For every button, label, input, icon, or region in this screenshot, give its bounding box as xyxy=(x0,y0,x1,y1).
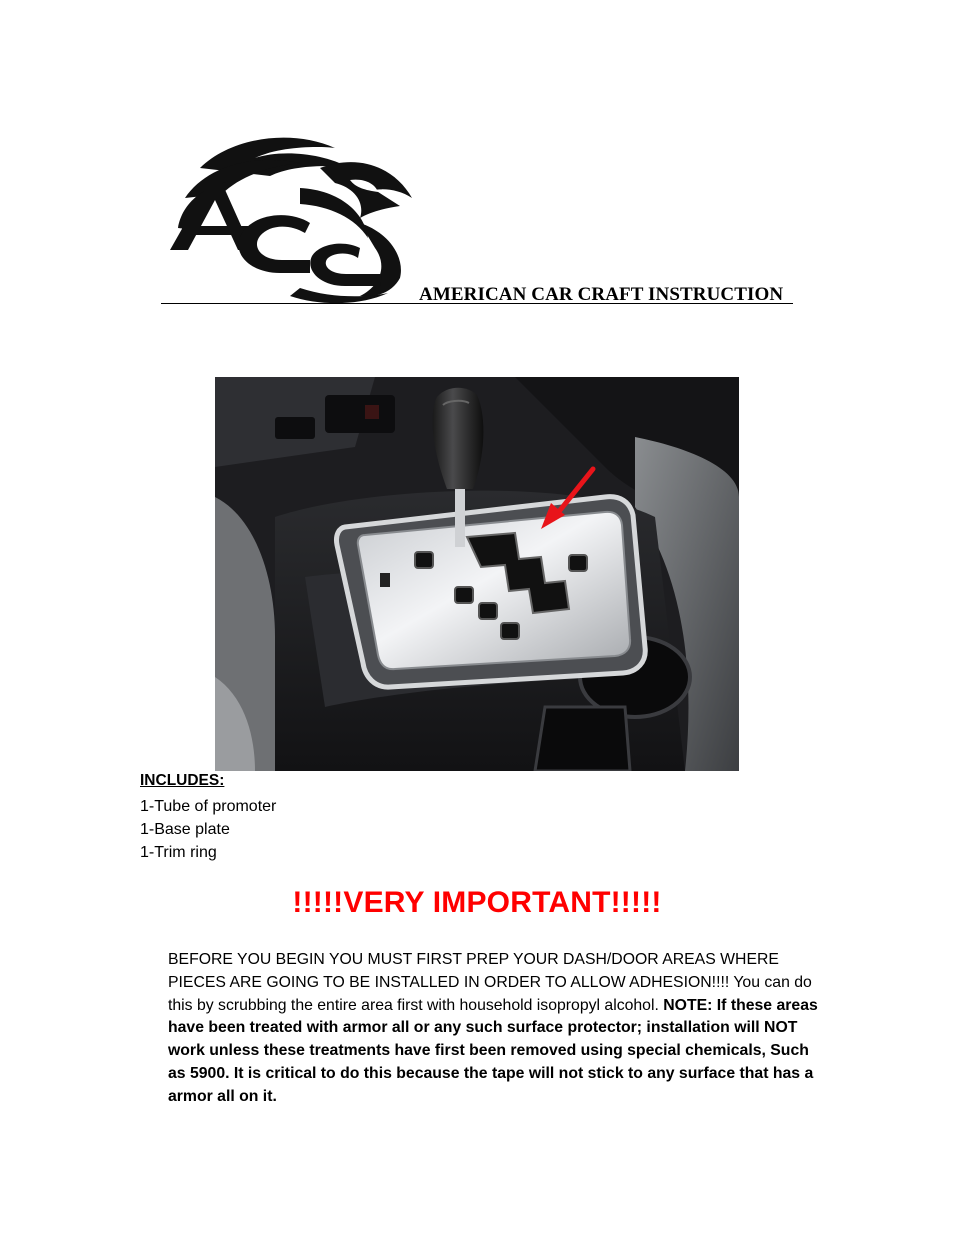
includes-heading: INCLUDES: xyxy=(140,772,225,789)
instructions-paragraph xyxy=(168,949,828,1109)
shifter-console-photo-icon xyxy=(215,377,739,771)
list-item: 1-Base plate xyxy=(140,821,230,838)
list-item: 1-Tube of promoter xyxy=(140,798,277,815)
eagle-acc-logo-icon xyxy=(160,128,425,306)
document-title: AMERICAN CAR CRAFT INSTRUCTION xyxy=(419,284,784,305)
instructions-note-text: NOTE: If these areas have been treated with armor all or any such surface protector; installation will NOT work unless these treatments have first been removed using special chemicals, Such as 5900. It is critical to do this because the tape will not stick to any surface that has a armor all on it. xyxy=(168,996,818,1105)
list-item: 1-Trim ring xyxy=(140,844,217,861)
includes-list xyxy=(140,795,276,864)
instructions-regular-text: BEFORE YOU BEGIN YOU MUST FIRST PREP YOUR DASH/DOOR AREAS WHERE PIECES ARE GOING TO BE INSTALLED IN ORDER TO ALLOW ADHESION!!!! You can do this by scrubbing the entire area first with household isopropyl alcohol. xyxy=(168,951,812,1014)
warning-title: !!!!!VERY IMPORTANT!!!!! xyxy=(292,886,662,919)
